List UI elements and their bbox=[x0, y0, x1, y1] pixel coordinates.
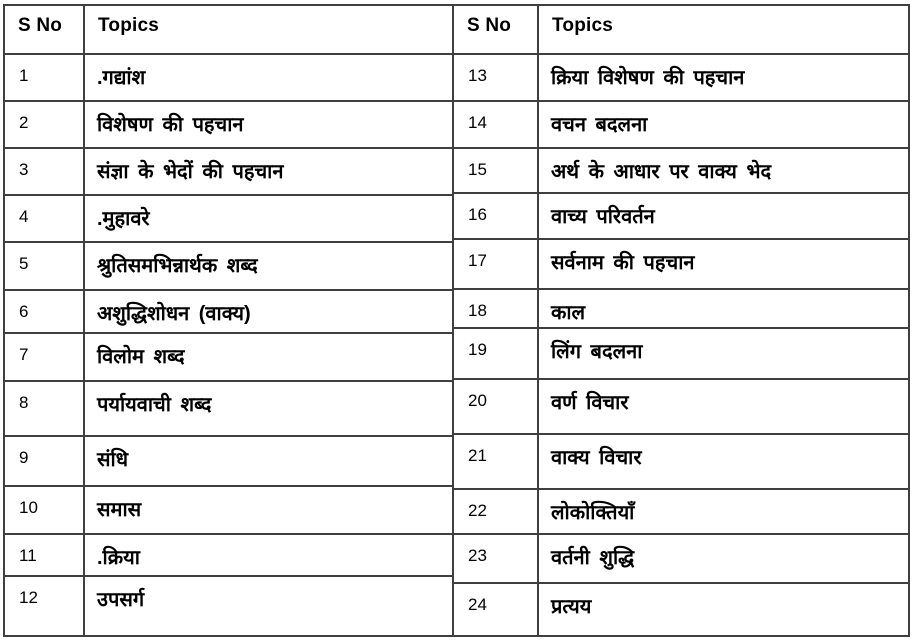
topic-cell: अशुद्धिशोधन (वाक्य) bbox=[84, 290, 453, 333]
serial-number: 18 bbox=[453, 289, 538, 328]
topic-cell: विलोम शब्द bbox=[84, 333, 453, 381]
topic-cell: .गद्यांश bbox=[84, 54, 453, 101]
table-row bbox=[4, 381, 453, 436]
serial-number: 4 bbox=[4, 195, 84, 242]
table-row bbox=[453, 489, 909, 534]
topic-cell: उपसर्ग bbox=[84, 576, 453, 636]
topic-cell: प्रत्यय bbox=[538, 583, 909, 636]
table-row bbox=[453, 101, 909, 148]
topic-cell: सर्वनाम की पहचान bbox=[538, 239, 909, 289]
table-row bbox=[453, 239, 909, 289]
topic-cell: संधि bbox=[84, 436, 453, 486]
table-row bbox=[4, 534, 453, 576]
serial-number: 6 bbox=[4, 290, 84, 333]
table-row bbox=[4, 195, 453, 242]
topics-table-group bbox=[3, 4, 910, 637]
table-row bbox=[453, 148, 909, 193]
serial-number: 21 bbox=[453, 434, 538, 489]
serial-number: 19 bbox=[453, 328, 538, 379]
serial-number: 12 bbox=[4, 576, 84, 636]
table-row bbox=[4, 148, 453, 195]
topic-cell: लिंग बदलना bbox=[538, 328, 909, 379]
topic-cell: पर्यायवाची शब्द bbox=[84, 381, 453, 436]
topic-cell: वचन बदलना bbox=[538, 101, 909, 148]
serial-number: 23 bbox=[453, 534, 538, 583]
sno-column-header: S No bbox=[453, 5, 538, 54]
table-row bbox=[4, 333, 453, 381]
table-row bbox=[453, 534, 909, 583]
serial-number: 3 bbox=[4, 148, 84, 195]
serial-number: 9 bbox=[4, 436, 84, 486]
topic-cell: क्रिया विशेषण की पहचान bbox=[538, 54, 909, 101]
serial-number: 20 bbox=[453, 379, 538, 434]
topics-table-right bbox=[452, 4, 910, 637]
serial-number: 1 bbox=[4, 54, 84, 101]
table-row bbox=[4, 436, 453, 486]
sno-column-header: S No bbox=[4, 5, 84, 54]
table-row bbox=[4, 242, 453, 290]
topics-table-left bbox=[3, 4, 454, 637]
topic-cell: .मुहावरे bbox=[84, 195, 453, 242]
serial-number: 11 bbox=[4, 534, 84, 576]
table-row bbox=[453, 193, 909, 239]
topic-cell: समास bbox=[84, 486, 453, 534]
table-row bbox=[453, 54, 909, 101]
topic-cell: वाक्य विचार bbox=[538, 434, 909, 489]
serial-number: 13 bbox=[453, 54, 538, 101]
serial-number: 24 bbox=[453, 583, 538, 636]
topic-cell: लोकोक्तियाँ bbox=[538, 489, 909, 534]
header-row bbox=[4, 5, 453, 54]
topic-cell: वर्ण विचार bbox=[538, 379, 909, 434]
table-row bbox=[453, 289, 909, 328]
serial-number: 17 bbox=[453, 239, 538, 289]
serial-number: 15 bbox=[453, 148, 538, 193]
table-row bbox=[4, 576, 453, 636]
table-row bbox=[453, 583, 909, 636]
serial-number: 16 bbox=[453, 193, 538, 239]
serial-number: 7 bbox=[4, 333, 84, 381]
topic-cell: वर्तनी शुद्धि bbox=[538, 534, 909, 583]
serial-number: 2 bbox=[4, 101, 84, 148]
topic-cell: काल bbox=[538, 289, 909, 328]
topic-cell: .क्रिया bbox=[84, 534, 453, 576]
table-row bbox=[4, 486, 453, 534]
serial-number: 22 bbox=[453, 489, 538, 534]
topic-cell: संज्ञा के भेदों की पहचान bbox=[84, 148, 453, 195]
serial-number: 10 bbox=[4, 486, 84, 534]
serial-number: 5 bbox=[4, 242, 84, 290]
table-row bbox=[4, 101, 453, 148]
serial-number: 14 bbox=[453, 101, 538, 148]
table-row bbox=[453, 379, 909, 434]
topic-cell: श्रुतिसमभिन्नार्थक शब्द bbox=[84, 242, 453, 290]
table-row bbox=[453, 328, 909, 379]
topics-column-header: Topics bbox=[84, 5, 453, 54]
table-row bbox=[4, 290, 453, 333]
topics-column-header: Topics bbox=[538, 5, 909, 54]
topic-cell: विशेषण की पहचान bbox=[84, 101, 453, 148]
header-row bbox=[453, 5, 909, 54]
serial-number: 8 bbox=[4, 381, 84, 436]
table-row bbox=[4, 54, 453, 101]
topic-cell: वाच्य परिवर्तन bbox=[538, 193, 909, 239]
table-row bbox=[453, 434, 909, 489]
topic-cell: अर्थ के आधार पर वाक्य भेद bbox=[538, 148, 909, 193]
